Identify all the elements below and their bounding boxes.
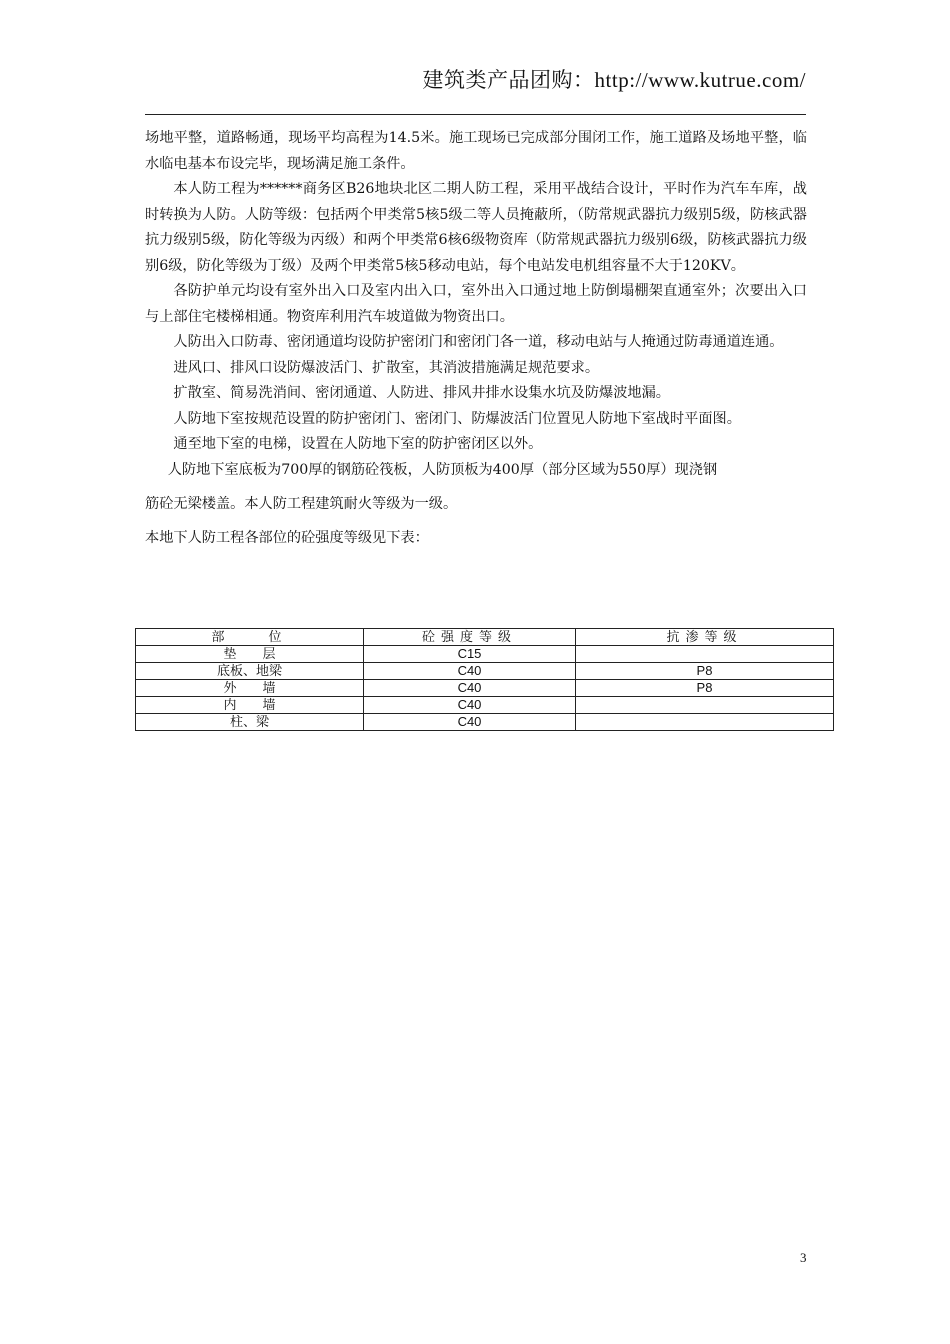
paragraph-door-positions: 人防地下室按规范设置的防护密闭门、密闭门、防爆波活门位置见人防地下室战时平面图。 [173,410,741,427]
table-row [136,680,834,697]
cell-location: 内 墙 [136,697,364,714]
cell-location: 底板、地梁 [136,663,364,680]
paragraph-slab-line-1: 人防地下室底板为700厚的钢筋砼筏板，人防顶板为400厚（部分区域为550厚）现浇钢 [167,461,718,478]
cell-concrete-grade: C40 [364,697,576,714]
cell-impermeability-grade [576,714,834,731]
paragraph-airtight-doors: 人防出入口防毒、密闭通道均设防护密闭门和密闭门各一道，移动电站与人掩通过防毒通道连通。 [173,334,784,350]
paragraph-site-conditions: 场地平整，道路畅通，现场平均高程为14.5米。施工现场已完成部分围闭工作，施工道路及场地平整，临水临电基本布设完毕，现场满足施工条件。 [145,130,807,172]
table-row [136,663,834,680]
document-body [145,126,807,551]
cell-concrete-grade: C40 [364,663,576,680]
header-text: 建筑类产品团购：http://www.kutrue.com/ [422,68,806,92]
cell-impermeability-grade: P8 [576,663,834,680]
cell-location: 柱、梁 [136,714,364,731]
paragraph-table-intro: 本地下人防工程各部位的砼强度等级见下表： [145,529,429,546]
header-location: 部 位 [136,629,364,646]
cell-concrete-grade: C40 [364,680,576,697]
cell-impermeability-grade [576,697,834,714]
table-row [136,697,834,714]
paragraph-entrances: 各防护单元均设有室外出入口及室内出入口，室外出入口通过地上防倒塌棚架直通室外；次要出入口与上部住宅楼梯相通。物资库利用汽车坡道做为物资出口。 [145,283,807,325]
concrete-grade-table [135,628,834,731]
paragraph-elevator: 通至地下室的电梯，设置在人防地下室的防护密闭区以外。 [173,436,543,452]
cell-concrete-grade: C15 [364,646,576,663]
paragraph-project-overview: 本人防工程为******商务区B26地块北区二期人防工程，采用平战结合设计，平时作为汽车车库，战时转换为人防。人防等级：包括两个甲类常5核5级二等人员掩蔽所，（防常规武器抗力级别5级，防核武器抗力级别5级，防化等级为丙级）和两个甲类常6核6级物资库（防常规武器抗力级别6级，防核武器抗力级别6级，防化等级为丁级）及两个甲类常5核5移动电站，每个电站发电机组容量不大于120KV。 [145,181,807,274]
cell-impermeability-grade: P8 [576,680,834,697]
cell-location: 外 墙 [136,680,364,697]
table-row [136,714,834,731]
cell-location: 垫 层 [136,646,364,663]
page-number: 3 [800,1250,807,1265]
header-concrete-grade: 砼强度等级 [364,629,576,646]
table-row [136,646,834,663]
paragraph-vents: 进风口、排风口设防爆波活门、扩散室，其消波措施满足规范要求。 [173,359,600,376]
paragraph-slab-line-2: 筋砼无梁楼盖。本人防工程建筑耐火等级为一级。 [145,496,458,512]
paragraph-drainage: 扩散室、简易洗消间、密闭通道、人防进、排风井排水设集水坑及防爆波地漏。 [173,385,670,401]
page-header [145,64,806,115]
cell-concrete-grade: C40 [364,714,576,731]
cell-impermeability-grade [576,646,834,663]
table-header-row [136,629,834,646]
header-impermeability-grade: 抗渗等级 [576,629,834,646]
